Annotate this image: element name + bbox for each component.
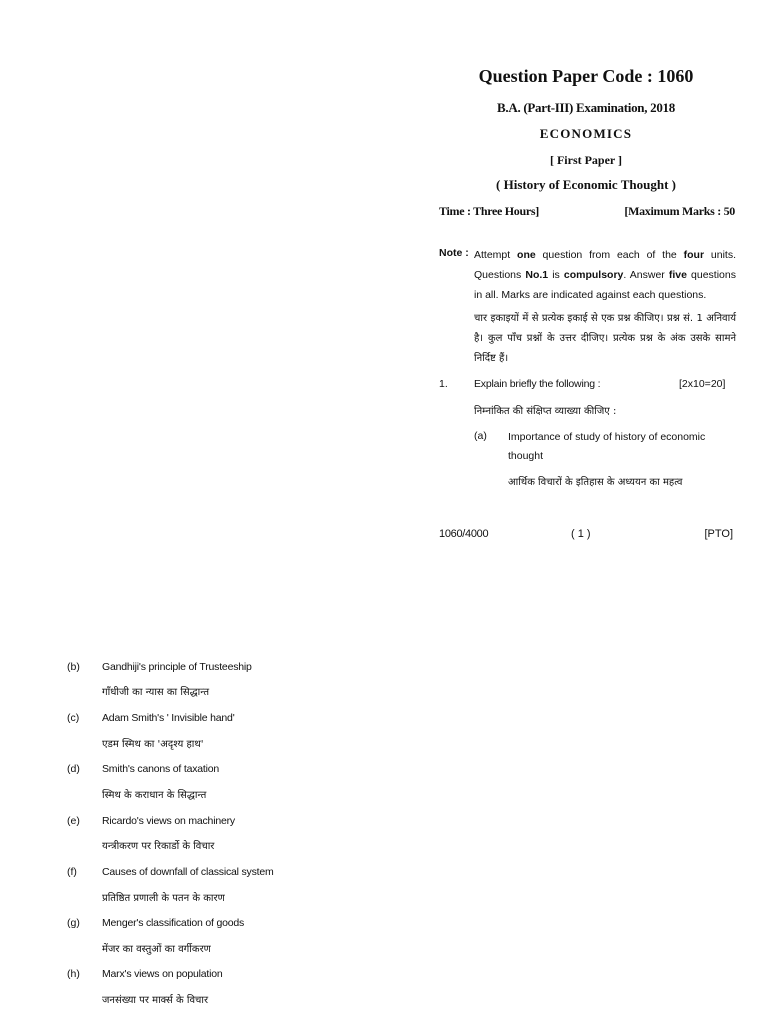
paper-number: [ First Paper ] xyxy=(549,153,623,167)
sub-question-text-hindi: आर्थिक विचारों के इतिहास के अध्ययन का महत्व xyxy=(508,477,683,488)
sub-question-label: (a) xyxy=(474,430,487,442)
question-marks: [2x10=20] xyxy=(679,378,726,390)
sub-question-text-hindi: स्मिथ के कराधान के सिद्धान्त xyxy=(102,790,207,801)
sub-question-text-hindi: यन्त्रीकरण पर रिकार्डो के विचार xyxy=(102,841,215,852)
question-text: Explain briefly the following : xyxy=(474,378,601,390)
footer-paper-code: 1060/4000 xyxy=(439,528,489,540)
maximum-marks: [Maximum Marks : 50 xyxy=(624,204,735,218)
exam-name: B.A. (Part-III) Examination, 2018 xyxy=(497,100,675,115)
time-allowed: Time : Three Hours] xyxy=(439,204,539,218)
sub-question-text: Marx's views on population xyxy=(102,968,223,980)
footer-pto: [PTO] xyxy=(704,528,733,540)
subject-name: ECONOMICS xyxy=(539,126,633,141)
sub-question-text: Importance of study of history of economic thought xyxy=(508,431,706,462)
note-instructions: Attempt one question from each of the four units. Questions No.1 is compulsory. Answer five questions in all. Marks are indicated against each questions. xyxy=(474,249,736,301)
sub-question-text: Smith's canons of taxation xyxy=(102,763,220,775)
sub-question-text-hindi: मेंजर का वस्तुओं का वर्गीकरण xyxy=(102,944,211,955)
sub-question-label: (d) xyxy=(67,763,80,775)
sub-question-text-hindi: गाँधीजी का न्यास का सिद्धान्त xyxy=(102,687,210,698)
note-instructions-hindi: चार इकाइयों में से प्रत्येक इकाई से एक प्रश्न कीजिए। प्रश्न सं. 1 अनिवार्य है। कुल पाँच प्रश्नों के उत्तर दीजिए। प्रत्येक प्रश्न के अंक उसके सामने निर्दिष्ट हैं। xyxy=(474,313,736,364)
sub-question-text: Causes of downfall of classical system xyxy=(102,866,274,878)
question-number: 1. xyxy=(439,378,448,390)
sub-question-label: (f) xyxy=(67,866,77,878)
paper-title: ( History of Economic Thought ) xyxy=(496,177,676,192)
sub-question-text: Gandhiji's principle of Trusteeship xyxy=(102,661,252,673)
sub-question-label: (c) xyxy=(67,712,80,724)
question-text-hindi: निम्नांकित की संक्षिप्त व्याख्या कीजिए : xyxy=(474,406,617,417)
sub-question-text: Adam Smith's ' Invisible hand' xyxy=(102,712,235,724)
sub-question-label: (h) xyxy=(67,968,80,980)
sub-question-label: (g) xyxy=(67,917,80,929)
sub-question-label: (e) xyxy=(67,815,80,827)
sub-question-text-hindi: एडम स्मिथ का 'अदृश्य हाथ' xyxy=(102,739,204,750)
footer-page-number: ( 1 ) xyxy=(571,528,591,540)
sub-question-text-hindi: प्रतिष्ठित प्रणाली के पतन के कारण xyxy=(102,893,225,904)
paper-code-title: Question Paper Code : 1060 xyxy=(478,66,694,86)
sub-question-text: Menger's classification of goods xyxy=(102,917,245,929)
note-label: Note : xyxy=(439,247,469,259)
sub-question-text-hindi: जनसंख्या पर मार्क्स के विचार xyxy=(102,995,209,1006)
sub-question-label: (b) xyxy=(67,661,80,673)
sub-question-text: Ricardo's views on machinery xyxy=(102,815,235,827)
